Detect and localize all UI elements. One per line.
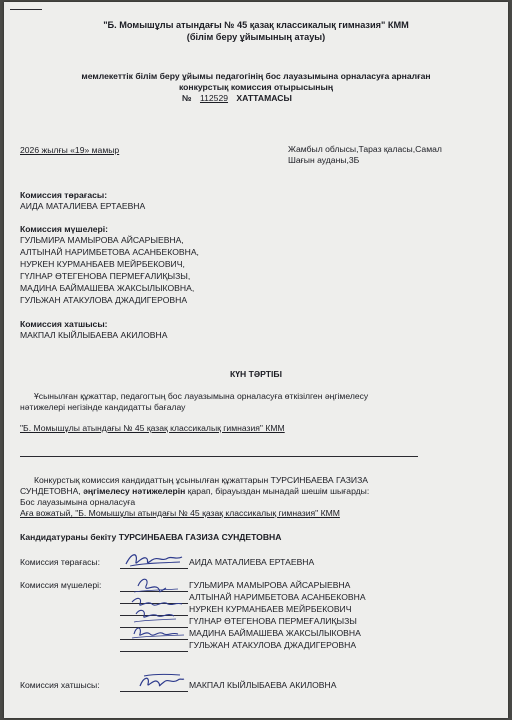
sig-chair-label: Комиссия төрағасы: bbox=[20, 557, 100, 567]
sig-secretary-label: Комиссия хатшысы: bbox=[20, 680, 100, 690]
sig-members-label: Комиссия мүшелері: bbox=[20, 580, 102, 590]
org-name: "Б. Момышұлы атындағы № 45 қазақ классикалық гимназия" КММ bbox=[103, 20, 409, 30]
chair-signature bbox=[122, 548, 186, 570]
sig-member-3: НУРКЕН КУРМАНБАЕВ МЕЙРБЕКОВИЧ bbox=[189, 604, 352, 614]
approve-candidate: Кандидатураны бекіту ТУРСИНБАЕВА ГАЗИЗА СУНДЕТОВНА bbox=[20, 532, 282, 542]
title-line-1: мемлекеттік білім беру ұйымы педагогінің бос лауазымына орналасуға арналған bbox=[81, 71, 431, 81]
sig-member-2: АЛТЫНАЙ НАРИМБЕТОВА АСАНБЕКОВНА bbox=[189, 592, 366, 602]
sig-member-line-6 bbox=[120, 651, 188, 652]
member-2: АЛТЫНАЙ НАРИМБЕТОВА АСАНБЕКОВНА, bbox=[20, 247, 199, 257]
protocol-number bbox=[182, 93, 292, 103]
decision-line-3: Бос лауазымына орналасуға bbox=[20, 497, 136, 507]
decision-line-1: Конкурстық комиссия кандидаттың ұсынылған құжаттарын ТУРСИНБАЕВА ГАЗИЗА bbox=[34, 475, 368, 485]
place-line-2: Шағын ауданы,3Б bbox=[288, 155, 360, 165]
document-page bbox=[4, 2, 508, 718]
decision-line-2 bbox=[20, 486, 369, 496]
interview-results: әңгімелесу нәтижелерін bbox=[83, 486, 186, 496]
member-5: МАДИНА БАЙМАШЕВА ЖАКСЫЛЫКОВНА, bbox=[20, 283, 195, 293]
member-6: ГУЛЬЖАН АТАКУЛОВА ДЖАДИГЕРОВНА bbox=[20, 295, 188, 305]
number-sign: № bbox=[182, 93, 192, 103]
protocol-word: ХАТТАМАСЫ bbox=[236, 93, 292, 103]
place-line-1: Жамбыл облысы,Тараз қаласы,Самал bbox=[288, 144, 442, 154]
protocol-date: 2026 жылғы «19» мамыр bbox=[20, 145, 120, 155]
chair-label: Комиссия төрағасы: bbox=[20, 190, 108, 200]
sig-member-6: ГУЛЬЖАН АТАКУЛОВА ДЖАДИГЕРОВНА bbox=[189, 640, 357, 650]
decision-text: қарап, бірауыздан мынадай шешім шығарды: bbox=[187, 486, 370, 496]
org-caption: (білім беру ұйымының атауы) bbox=[186, 32, 326, 42]
sig-member-5: МАДИНА БАЙМАШЕВА ЖАКСЫЛЫКОВНА bbox=[189, 628, 361, 638]
agenda-org: "Б. Момышұлы атындағы № 45 қазақ классикалық гимназия" КММ bbox=[20, 423, 285, 433]
sig-member-1: ГУЛЬМИРА МАМЫРОВА АЙСАРЫЕВНА bbox=[189, 580, 351, 590]
secretary-label: Комиссия хатшысы: bbox=[20, 319, 108, 329]
member-1: ГУЛЬМИРА МАМЫРОВА АЙСАРЫЕВНА, bbox=[20, 235, 184, 245]
top-rule bbox=[10, 9, 42, 10]
member-signatures bbox=[128, 574, 190, 646]
chair-name: АИДА МАТАЛИЕВА ЕРТАЕВНА bbox=[20, 201, 146, 211]
title-line-2: конкурстық комиссия отырысының bbox=[178, 82, 334, 92]
secretary-name: МАКПАЛ КЫЙЛЫБАЕВА АКИЛОВНА bbox=[20, 330, 168, 340]
member-3: НУРКЕН КУРМАНБАЕВ МЕЙРБЕКОВИЧ, bbox=[20, 259, 185, 269]
agenda-heading: КҮН ТӘРТІБІ bbox=[230, 369, 282, 379]
secretary-signature bbox=[136, 670, 188, 692]
sig-chair-name: АИДА МАТАЛИЕВА ЕРТАЕВНА bbox=[189, 557, 315, 567]
number-value: 112529 bbox=[199, 93, 229, 103]
sig-secretary-name: МАКПАЛ КЫЙЛЫБАЕВА АКИЛОВНА bbox=[189, 680, 337, 690]
sig-member-4: ГҮЛНАР ӨТЕГЕНОВА ПЕРМЕҒАЛИҚЫЗЫ bbox=[189, 616, 357, 626]
candidate-patronymic: СУНДЕТОВНА, bbox=[20, 486, 81, 496]
agenda-text-1: Ұсынылған құжаттар, педагогтың бос лауазымына орналасуға өткізілген әңгімелесу bbox=[34, 391, 369, 401]
agenda-text-2: нәтижелері негізінде кандидатты бағалау bbox=[20, 402, 186, 412]
blank-underline bbox=[20, 456, 418, 457]
decision-line-4: Аға вожатый, "Б. Момышұлы атындағы № 45 қазақ классикалық гимназия" КММ bbox=[20, 508, 340, 518]
member-4: ГҮЛНАР ӨТЕГЕНОВА ПЕРМЕҒАЛИҚЫЗЫ, bbox=[20, 271, 191, 281]
members-label: Комиссия мүшелері: bbox=[20, 224, 108, 234]
